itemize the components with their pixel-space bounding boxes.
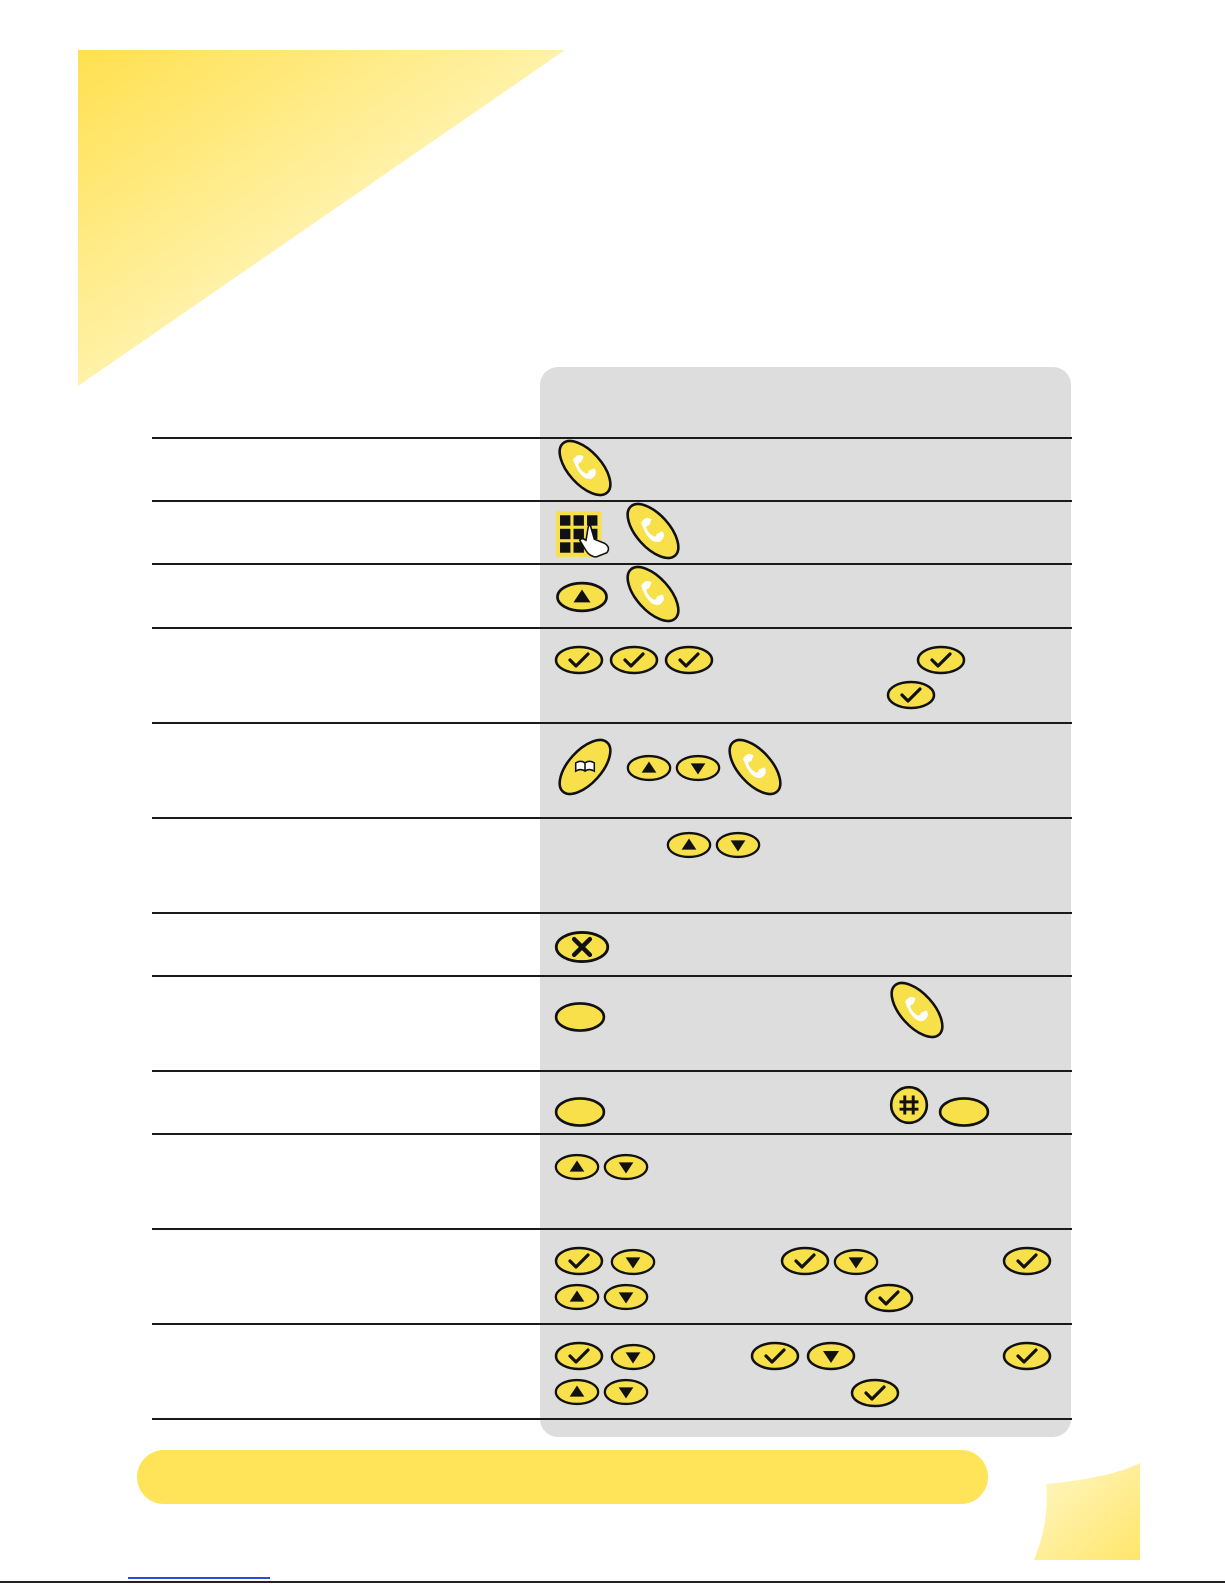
row-icons — [554, 975, 1064, 1070]
check-key-icon — [554, 1246, 604, 1276]
check-key-icon — [554, 645, 604, 675]
row-icons — [554, 722, 1064, 817]
blank-key-icon — [554, 1096, 606, 1128]
up-arrow-key-icon — [554, 1283, 600, 1311]
check-key-icon — [1002, 1246, 1052, 1276]
phone-key-icon — [622, 563, 684, 625]
check-key-icon — [864, 1283, 914, 1313]
row-icons — [554, 1133, 1064, 1228]
row-icons — [554, 1228, 1064, 1323]
row-icons — [554, 1070, 1064, 1133]
down-arrow-key-icon — [610, 1248, 656, 1276]
down-arrow-key-icon — [833, 1248, 879, 1276]
table-row — [152, 722, 1072, 817]
cancel-key-icon — [554, 930, 610, 964]
up-arrow-key-icon — [554, 1378, 600, 1406]
down-arrow-key-icon — [603, 1283, 649, 1311]
table-rule — [152, 1418, 1072, 1420]
row-icons — [554, 627, 1064, 722]
table-row — [152, 1133, 1072, 1228]
up-arrow-key-icon — [554, 581, 610, 613]
check-key-icon — [916, 645, 966, 675]
down-arrow-key-icon — [610, 1343, 656, 1371]
blank-key-icon — [938, 1096, 990, 1128]
down-arrow-key-icon — [675, 754, 721, 782]
table-row — [152, 627, 1072, 722]
up-arrow-key-icon — [626, 754, 672, 782]
phonebook-key-icon — [554, 736, 616, 798]
down-arrow-key-icon — [603, 1153, 649, 1181]
table-row — [152, 1323, 1072, 1418]
down-arrow-key-icon — [715, 831, 761, 859]
phone-key-icon — [724, 736, 786, 798]
row-icons — [554, 912, 1064, 975]
row-icons — [554, 1323, 1064, 1418]
tip-bar — [137, 1450, 988, 1504]
row-icons — [554, 437, 1064, 500]
table-row — [152, 912, 1072, 975]
table-row — [152, 500, 1072, 563]
row-icons — [554, 817, 1064, 912]
table-row — [152, 563, 1072, 627]
table-row — [152, 1070, 1072, 1133]
phone-key-icon — [622, 500, 684, 562]
row-icons — [554, 563, 1064, 627]
hash-key-icon — [888, 1084, 930, 1126]
table-row — [152, 1228, 1072, 1323]
row-icons — [554, 500, 1064, 563]
check-key-icon — [609, 645, 659, 675]
check-key-icon — [664, 645, 714, 675]
table-row — [152, 817, 1072, 912]
table-row — [152, 437, 1072, 500]
page-footer-line — [0, 1581, 1225, 1583]
down-arrow-key-icon — [806, 1341, 856, 1371]
up-arrow-key-icon — [554, 1153, 600, 1181]
phone-key-icon — [554, 437, 616, 499]
up-arrow-key-icon — [666, 831, 712, 859]
table-row — [152, 975, 1072, 1070]
footer-link-underline[interactable] — [128, 1577, 270, 1579]
check-key-icon — [750, 1341, 800, 1371]
check-key-icon — [886, 680, 936, 710]
phone-key-icon — [886, 979, 948, 1041]
keypad-press-icon — [554, 508, 618, 560]
check-key-icon — [554, 1341, 604, 1371]
blank-key-icon — [554, 1001, 606, 1033]
down-arrow-key-icon — [603, 1378, 649, 1406]
check-key-icon — [850, 1378, 900, 1408]
check-key-icon — [1002, 1341, 1052, 1371]
check-key-icon — [780, 1246, 830, 1276]
